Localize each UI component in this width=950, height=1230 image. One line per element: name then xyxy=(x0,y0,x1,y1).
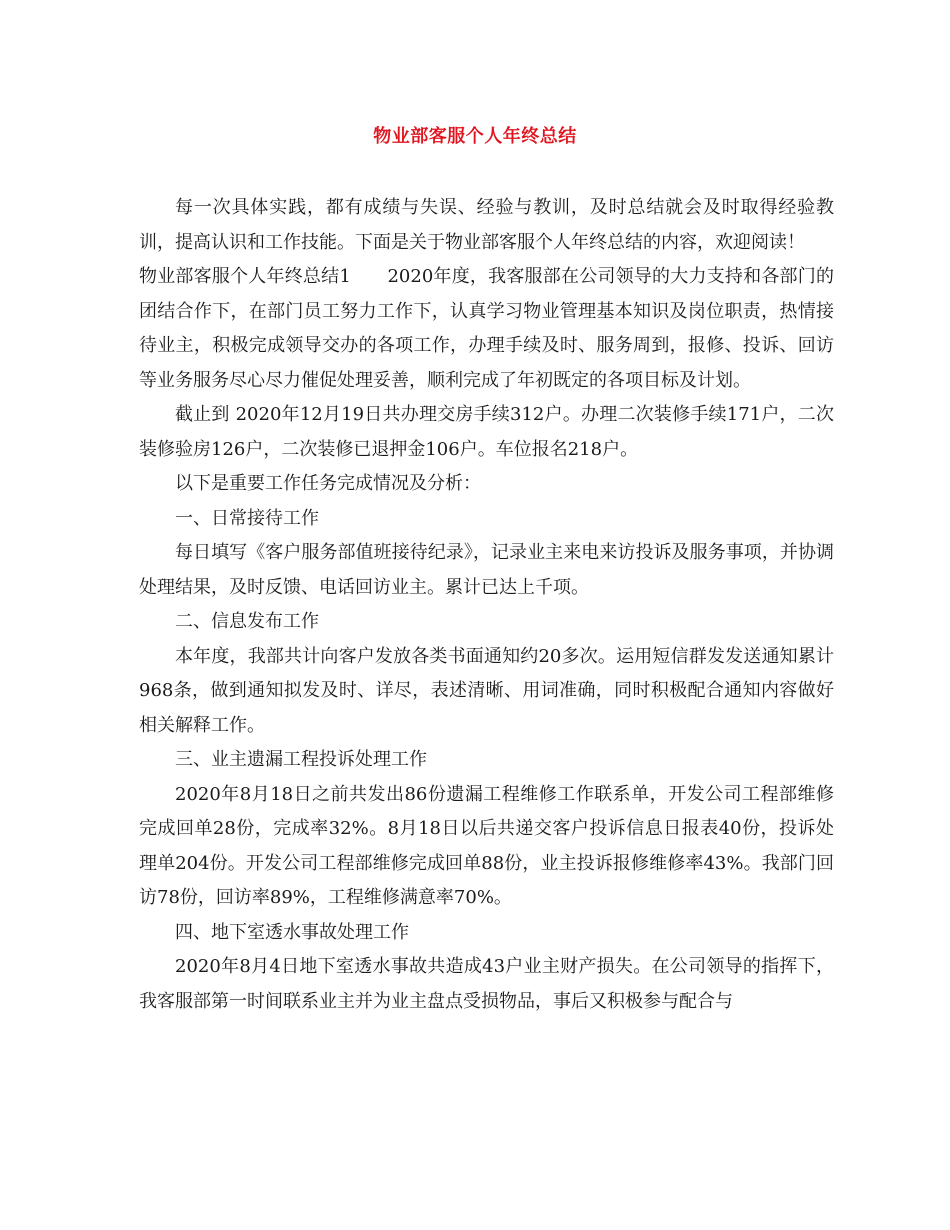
section-heading-basement: 四、地下室透水事故处理工作 xyxy=(175,921,409,943)
paragraph-statistics: 截止到 2020年12月19日共办理交房手续312户。办理二次装修手续171户，二次装修验房126户，二次装修已退押金106户。车位报名218户。 xyxy=(139,404,834,460)
paragraph-intro: 每一次具体实践，都有成绩与失误、经验与教训，及时总结就会及时取得经验教训，提高认识和工作技能。下面是关于物业部客服个人年终总结的内容，欢迎阅读！ xyxy=(139,197,834,253)
document-body xyxy=(139,191,834,1019)
paragraph-complaints: 2020年8月18日之前共发出86份遗漏工程维修工作联系单，开发公司工程部维修完成回单28份，完成率32%。8月18日以后共递交客户投诉信息日报表40份，投诉处理单204份。开发公司工程部维修完成回单88份，业主投诉报修维修率43%。我部门回访78份，回访率89%，工程维修满意率70%。 xyxy=(139,783,834,908)
document-title: 物业部客服个人年终总结 xyxy=(373,126,577,147)
paragraph-task-intro: 以下是重要工作任务完成情况及分析： xyxy=(175,473,481,494)
section-heading-reception: 一、日常接待工作 xyxy=(175,507,319,529)
section-heading-notices: 二、信息发布工作 xyxy=(175,611,319,632)
paragraph-reception: 每日填写《客户服务部值班接待纪录》，记录业主来电来访投诉及服务事项，并协调处理结果，及时反馈、电话回访业主。累计已达上千项。 xyxy=(139,542,834,598)
paragraph-summary-1: 物业部客服个人年终总结1 2020年度，我客服部在公司领导的大力支持和各部门的团结合作下，在部门员工努力工作下，认真学习物业管理基本知识及岗位职责，热情接待业主，积极完成领导交办的各项工作，办理手续及时、服务周到，报修、投诉、回访等业务服务尽心尽力催促处理妥善，顺利完成了年初既定的各项目标及计划。 xyxy=(139,266,834,391)
section-heading-complaints: 三、业主遗漏工程投诉处理工作 xyxy=(175,749,427,770)
paragraph-basement: 2020年8月4日地下室透水事故共造成43户业主财产损失。在公司领导的指挥下，我客服部第一时间联系业主并为业主盘点受损物品，事后又积极参与配合与 xyxy=(139,956,834,1012)
paragraph-notices: 本年度，我部共计向客户发放各类书面通知约20多次。运用短信群发发送通知累计968条，做到通知拟发及时、详尽，表述清晰、用词准确，同时积极配合通知内容做好相关解释工作。 xyxy=(139,645,834,736)
